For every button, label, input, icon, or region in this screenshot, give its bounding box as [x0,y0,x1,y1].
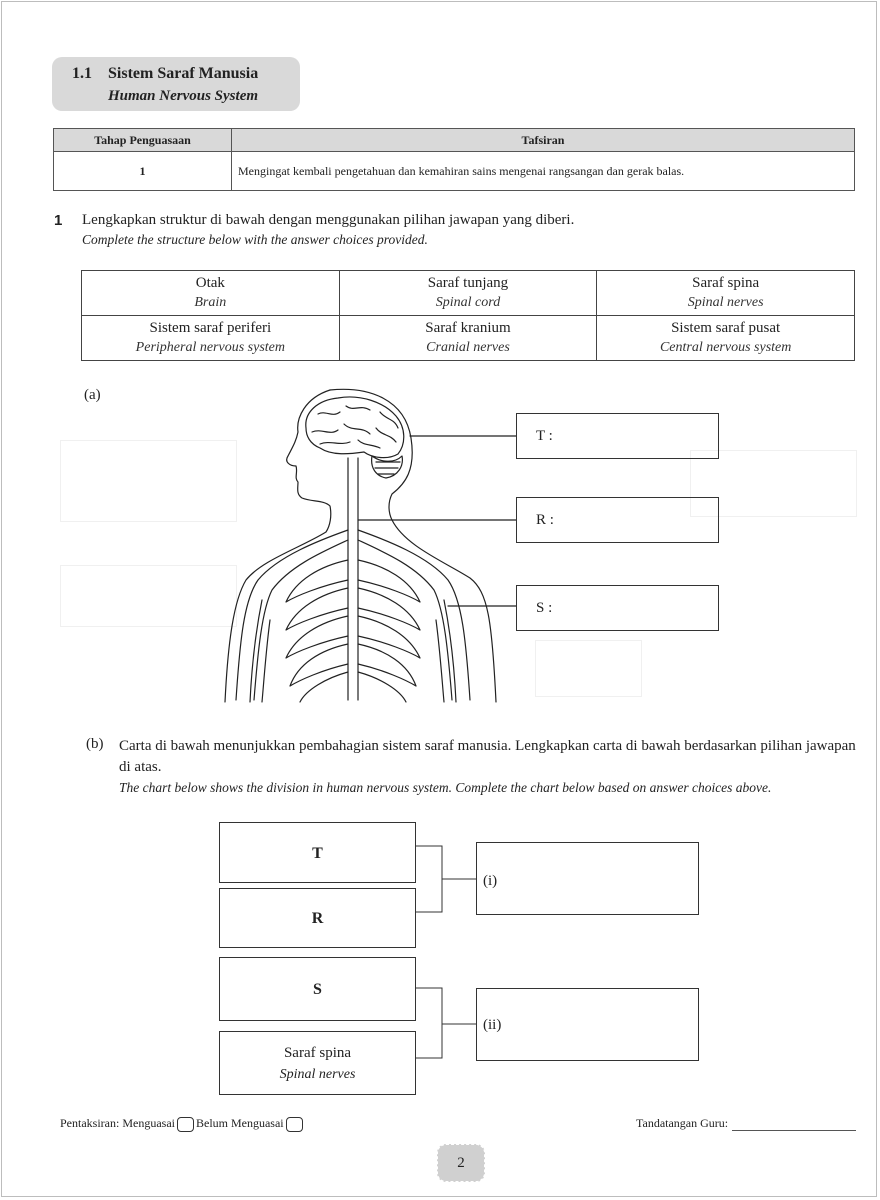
choice-ms: Otak [195,275,225,291]
choice-ms: Sistem saraf pusat [671,320,781,336]
choice-ms: Sistem saraf periferi [149,320,272,336]
not-mastered-checkbox[interactable] [286,1117,303,1132]
page-number: 2 [437,1144,485,1182]
cerebellum [372,456,403,478]
part-a-label: (a) [84,387,101,403]
choice-en: Brain [194,295,227,310]
bleed-through [535,640,642,697]
mastery-table [53,128,855,191]
mastery-level: 1 [54,152,232,191]
signature-line[interactable] [732,1130,856,1131]
choice-cell [82,316,340,361]
answer-box-label: (ii) [483,1017,502,1033]
question-number: 1 [54,212,63,229]
choices-row [82,316,855,361]
answer-box-label: (i) [483,873,498,889]
answer-box-s[interactable] [516,585,719,631]
bleed-through [60,440,237,522]
mastery-description: Mengingat kembali pengetahuan dan kemahiran sains mengenai rangsangan dan gerak balas. [232,152,855,191]
chart-connectors [410,840,482,1080]
header-interpretation: Tafsiran [232,129,855,152]
nervous-system-diagram [222,380,522,705]
chart-box-t [219,822,416,883]
choice-ms: Saraf tunjang [427,275,509,291]
answer-choices-table [81,270,855,361]
answer-box-ii[interactable] [476,988,699,1061]
answer-box-label: R : [536,512,554,528]
mastered-checkbox[interactable] [177,1117,194,1132]
chart-box-r [219,888,416,948]
table-row [54,152,855,191]
part-b-text-en: The chart below shows the division in human nervous system. Complete the chart below based on answer choices above. [119,780,772,795]
choice-en: Spinal nerves [687,295,764,310]
not-mastered-label: Belum Menguasai [195,1116,284,1130]
brain [306,397,404,458]
table-header-row [54,129,855,152]
chart-letter: S [313,981,322,998]
choice-en: Central nervous system [659,340,792,355]
choices-row [82,271,855,316]
choice-cell [597,316,855,361]
chart-box-en: Spinal nerves [279,1067,356,1082]
face-outline [225,390,331,702]
chart-box-spinal-nerves [219,1031,416,1095]
section-title: Sistem Saraf Manusia [108,65,259,82]
choice-en: Peripheral nervous system [135,340,285,355]
choice-ms: Saraf spina [692,275,760,291]
section-heading [52,57,300,111]
section-number: 1.1 [72,65,92,82]
question-text-en: Complete the structure below with the answer choices provided. [82,232,428,247]
choice-cell [82,271,340,316]
part-b-label: (b) [86,736,104,752]
chart-box-s [219,957,416,1021]
header-level: Tahap Penguasaan [54,129,232,152]
chart-letter: T [312,845,323,862]
answer-box-t[interactable] [516,413,719,459]
teacher-signature [636,1116,856,1131]
answer-box-label: T : [536,428,553,444]
choice-cell [597,271,855,316]
chart-box-ms: Saraf spina [283,1045,352,1061]
question-text: Lengkapkan struktur di bawah dengan menggunakan pilihan jawapan yang diberi. [82,212,575,228]
part-b-text: Carta di bawah menunjukkan pembahagian sistem saraf manusia. Lengkapkan carta di bawah berdasarkan pilihan jawapan di atas. [119,738,856,775]
choice-en: Cranial nerves [426,340,510,355]
choice-cell [339,316,597,361]
answer-box-r[interactable] [516,497,719,543]
spinal-cord [348,458,358,700]
choice-cell [339,271,597,316]
chart-letter: R [311,910,324,927]
bleed-through [60,565,237,627]
section-title-en: Human Nervous System [108,88,259,104]
assessment-row [60,1116,305,1132]
choice-ms: Saraf kranium [425,320,511,336]
choice-en: Spinal cord [435,295,501,310]
assessment-label: Pentaksiran: Menguasai [60,1116,175,1130]
answer-box-label: S : [536,600,553,616]
answer-box-i[interactable] [476,842,699,915]
signature-label: Tandatangan Guru: [636,1116,729,1130]
